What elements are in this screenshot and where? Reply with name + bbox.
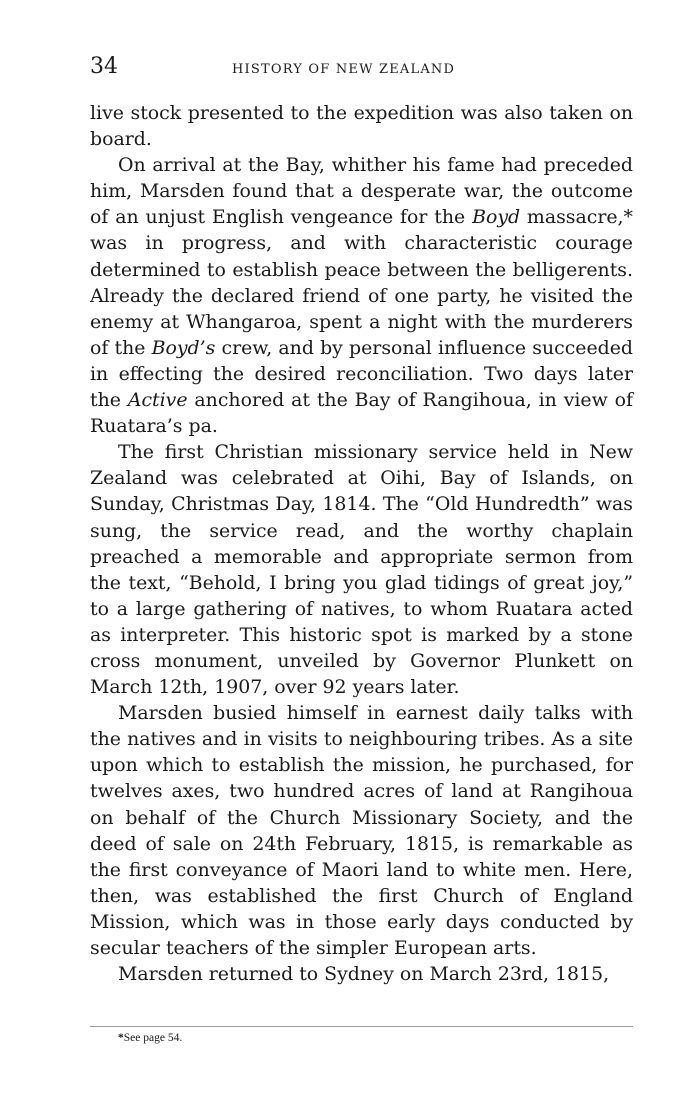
- paragraph-2-part-a: On arrival at the Bay, whither his fame had preceded him, Marsden found that a desperate war, the outcome of an unjust English vengeance for the: [90, 154, 633, 229]
- paragraph-2-part-g: anchored at the Bay of Rangihoua, in view of Ruatara’s pa.: [90, 389, 633, 438]
- paragraph-1: live stock presented to the expedition was also taken on board.: [90, 102, 633, 151]
- footnote-text: See page 54.: [123, 1032, 183, 1044]
- paragraph-2-part-c: massacre,* was in progress, and with characteristic courage determined to establish peace between the belligerents. Already the declared friend of one party, he visited the enemy at Whangaroa, spent a night with the murderers of the: [90, 206, 633, 359]
- body-text: [90, 100, 633, 987]
- footnote: [118, 1032, 182, 1044]
- paragraph-2: [90, 152, 633, 439]
- paragraph-4: Marsden busied himself in earnest daily talks with the natives and in visits to neighbouring tribes. As a site upon which to establish the mission, he purchased, for twelves axes, two hundred acres of land at Rangihoua on behalf of the Church Missionary Society, and the deed of sale on 24th February, 1815, is remarkable as the first conveyance of Maori land to white men. Here, then, was established the first Church of England Mission, which was in those early days conducted by secular teachers of the simpler European arts.: [90, 702, 633, 959]
- running-head: [90, 54, 633, 82]
- running-title: HISTORY OF NEW ZEALAND: [232, 62, 456, 77]
- paragraph-5: Marsden returned to Sydney on March 23rd, 1815,: [118, 963, 610, 986]
- ship-name-boyd: Boyd: [472, 206, 521, 229]
- page-number: 34: [90, 54, 118, 79]
- ship-name-active: Active: [127, 389, 188, 412]
- paragraph-3: The first Christian missionary service held in New Zealand was celebrated at Oihi, Bay of Islands, on Sunday, Christmas Day, 1814. The “Old Hundredth” was sung, the service read, and the worthy chaplain preached a memorable and appropriate sermon from the text, “Behold, I bring you glad tidings of great joy,” to a large gathering of natives, to whom Ruatara acted as interpreter. This historic spot is marked by a stone cross monument, unveiled by Governor Plunkett on March 12th, 1907, over 92 years later.: [90, 441, 633, 699]
- footnote-rule: [90, 1026, 633, 1027]
- footnote-mark: *: [118, 1032, 124, 1044]
- book-page: [90, 54, 633, 1044]
- paragraph-2-part-e: crew, and by personal influence succeeded in effecting the desired reconciliation. Two days later the: [90, 336, 633, 412]
- ship-name-boyds: Boyd’s: [151, 336, 216, 359]
